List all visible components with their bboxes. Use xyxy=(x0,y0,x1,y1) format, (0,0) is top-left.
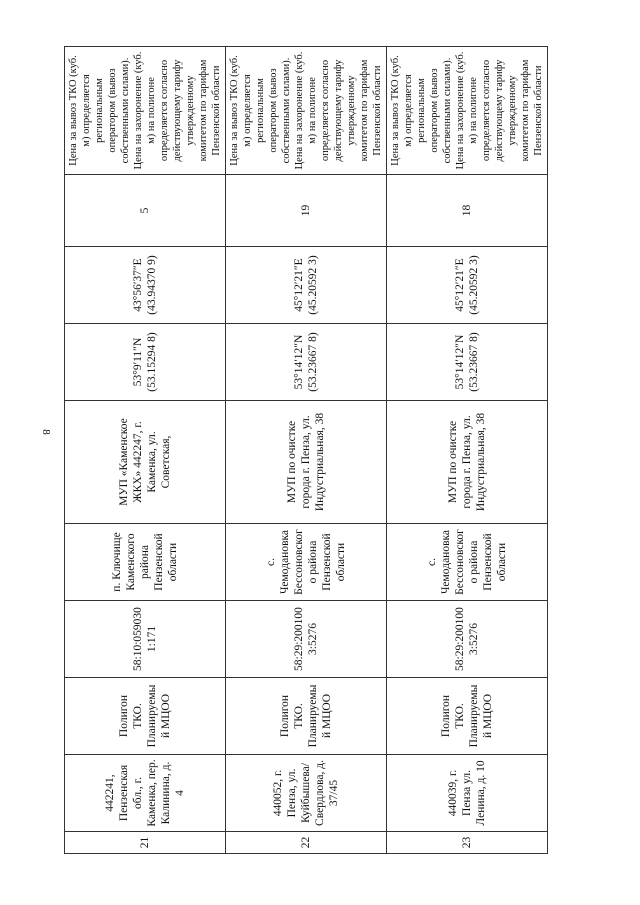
table-row xyxy=(226,47,387,854)
cell-num: 22 xyxy=(226,832,387,854)
cell-distance: 18 xyxy=(387,175,548,247)
cell-address: 440052, г. Пенза, ул. Куйбышева/Свердлова, д. 37/45 xyxy=(226,755,387,832)
rotated-table-wrapper xyxy=(64,51,544,854)
cell-latitude: 53°14′12″N (53.23667 8) xyxy=(387,324,548,401)
cell-address: 442241, Пензенская обл., г. Каменка, пер. Калинина, д. 4 xyxy=(65,755,226,832)
cell-cadastral: 58:10:0590301:171 xyxy=(65,601,226,678)
cell-price: Цена за вывоз ТКО (куб. м) определяется региональным оператором (вывоз собственными силами). Цена на захоронение (куб. м) на полигоне определяется согласно действующему тарифу утвержденному комитетом по тарифам Пензенской области xyxy=(226,47,387,175)
cell-num: 23 xyxy=(387,832,548,854)
cell-operator: МУП «Каменское ЖКХ» 442247, г. Каменка, ул. Советская, xyxy=(65,401,226,524)
cell-type: Полигон ТКО. Планируемый МЦОО xyxy=(387,678,548,755)
cell-cadastral: 58:29:2001003:5276 xyxy=(226,601,387,678)
cell-price: Цена за вывоз ТКО (куб. м) определяется региональным оператором (вывоз собственными силами). Цена на захоронение (куб. м) на полигоне определяется согласно действующему тарифу утвержденному комитетом по тарифам Пензенской области xyxy=(387,47,548,175)
cell-address: 440039, г. Пенза ул. Ленина, д. 10 xyxy=(387,755,548,832)
table-row xyxy=(387,47,548,854)
table-row xyxy=(65,47,226,854)
cell-distance: 5 xyxy=(65,175,226,247)
cell-longitude: 45°12′21″E (45.20592 3) xyxy=(387,247,548,324)
cell-price: Цена за вывоз ТКО (куб. м) определяется региональным оператором (вывоз собственными силами). Цена на захоронение (куб. м) на полигоне определяется согласно действующему тарифу утвержденному комитетом по тарифам Пензенской области xyxy=(65,47,226,175)
cell-operator: МУП по очистке города г. Пенза, ул. Индустриальная, 38 xyxy=(226,401,387,524)
page-number: 8 xyxy=(40,429,52,435)
cell-latitude: 53°14′12″N (53.23667 8) xyxy=(226,324,387,401)
cell-type: Полигон ТКО. Планируемый МЦОО xyxy=(226,678,387,755)
cell-location: с. Чемодановка Бессоновского района Пензенской области xyxy=(387,524,548,601)
cell-cadastral: 58:29:2001003:5276 xyxy=(387,601,548,678)
cell-longitude: 45°12′21″E (45.20592 3) xyxy=(226,247,387,324)
cell-distance: 19 xyxy=(226,175,387,247)
cell-longitude: 43°56′37″E (43.94370 9) xyxy=(65,247,226,324)
landfill-table xyxy=(64,46,548,854)
cell-location: п. Ключище Каменского района Пензенской области xyxy=(65,524,226,601)
cell-num: 21 xyxy=(65,832,226,854)
cell-type: Полигон ТКО. Планируемый МЦОО xyxy=(65,678,226,755)
cell-operator: МУП по очистке города г. Пенза, ул. Индустриальная, 38 xyxy=(387,401,548,524)
cell-latitude: 53°9′11″N (53.15294 8) xyxy=(65,324,226,401)
cell-location: с. Чемодановка Бессоновского района Пензенской области xyxy=(226,524,387,601)
